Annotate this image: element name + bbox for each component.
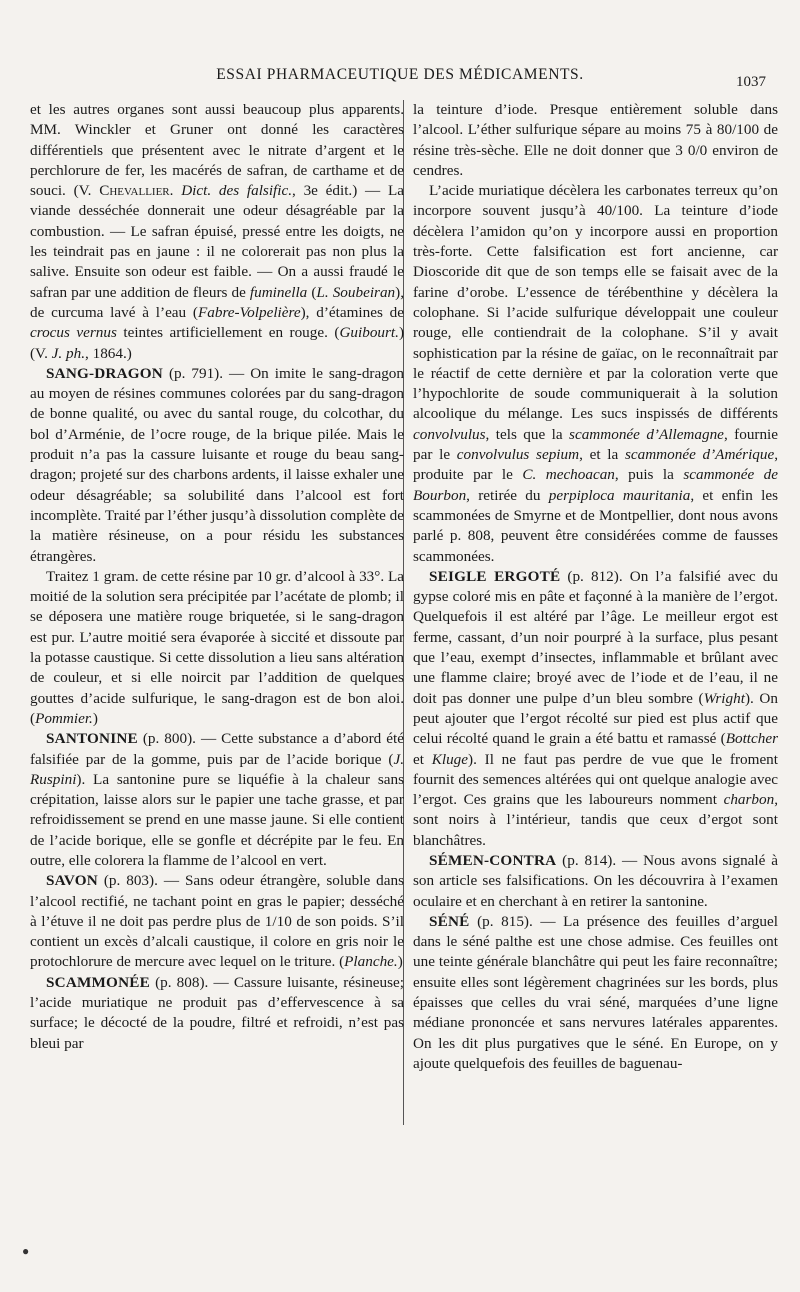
paragraph-safran-cont: et les autres organes sont aussi beaucoup plus apparents. MM. Winckler et Gruner ont donné les caractères différentiels que présentent avec le nitrate d’argent et le perchlorure de fer, les macérés de safran, de carthame et de souci. (V. Chevallier. Dict. des falsific., 3e édit.) — La viande desséchée donnerait une odeur désagréable par la combustion. — Le safran épuisé, pressé entre les doigts, ne les teindrait pas en jaune : il ne colorerait pas non plus la salive. Ensuite son odeur est faible. — On a aussi fraudé le safran par une addition de fleurs de fuminella (L. Soubeiran), de curcuma lavé à l’eau (Fabre-Volpelière), d’étamines de crocus vernus teintes artificiellement en rouge. (Guibourt.) (V. J. ph., 1864.) [30, 101, 404, 362]
entry-sene: SÉNÉ (p. 815). — La présence des feuilles d’arguel dans le séné palthe est une chose admise. Ces feuilles ont une teinte générale blanchâtre qui peut les faire reconnaître; ensuite elles sont légèrement chagrinées sur les bords, plus épaisses que celles du vrai séné, marquées d’une ligne médiane prononcée et sans nervures latérales apparentes. On les dit plus purgatives que le séné. En Europe, on y ajoute quelquefois des feuilles de baguenau- [413, 912, 778, 1072]
entry-semen-contra: SÉMEN-CONTRA (p. 814). — Nous avons signalé à son article ses falsifications. On les découvrira à l’examen oculaire et en cherchant à en retirer la santonine. [413, 851, 778, 910]
headword-savon: SAVON [46, 872, 98, 890]
entry-savon: SAVON (p. 803). — Sans odeur étrangère, soluble dans l’alcool rectifié, ne tachant point en gras le papier; desséché à l’étuve il ne doit pas perdre plus de 1/10 de son poids. S’il contient un excès d’alcali caustique, il colore en gris noir le protochlorure de mercure avec lequel on le triture. (Planche.) [30, 872, 404, 971]
ink-speck: ● [22, 1244, 30, 1258]
running-header: ESSAI PHARMACEUTIQUE DES MÉDICAMENTS. [216, 66, 584, 83]
headword-santonine: SANTONINE [46, 730, 138, 748]
paragraph-scammonee-cont: la teinture d’iode. Presque entièrement soluble dans l’alcool. L’éther sulfurique sépare au moins 75 à 80/100 de résine très-sèche. Elle ne doit donner que 3 0/0 environ de cendres. [413, 101, 778, 179]
right-column [413, 100, 778, 1074]
entry-seigle-ergote: SEIGLE ERGOTÉ (p. 812). On l’a falsifié avec du gypse coloré mis en pâte et façonné à la manière de l’ergot. Quelquefois il est altéré par l’âge. Le meilleur ergot est ferme, cassant, d’un noir pourpré à la surface, plus pesant que l’eau, exempt d’insectes, inflammable et brûlant avec une flamme claire; broyé avec de l’iode et de l’eau, il ne doit pas donner une pulpe d’un bleu sombre (Wright). On peut ajouter que l’ergot récolté sur pied est plus actif que celui récolté quand le grain a été battu et ramassé (Bottcher et Kluge). Il ne faut pas perdre de vue que le froment fournit des semences altérées qui ont quelque analogie avec l’ergot. Ces grains que les laboureurs nomment charbon, sont noirs à l’intérieur, tandis que ceux d’ergot sont blanchâtres. [413, 567, 778, 849]
paragraph-sang-dragon-test: Traitez 1 gram. de cette résine par 10 gr. d’alcool à 33°. La moitié de la solution sera précipitée par l’acétate de plomb; il se déposera une matière rouge briquetée, si le sang-dragon est pur. L’autre moitié sera évaporée à siccité et dissoute par la potasse caustique. Si cette dissolution a lieu sans altération de couleur, et si elle noircit par l’addition de quelques gouttes d’acide sulfurique, le sang-dragon est de bon aloi. (Pommier.) [30, 567, 404, 727]
headword-scammonee: SCAMMONÉE [46, 973, 150, 991]
entry-santonine: SANTONINE (p. 800). — Cette substance a d’abord été falsifiée par de la gomme, puis par de l’acide borique (J. Ruspini). La santonine pure se liquéfie à la chaleur sans crépitation, laisse alors sur le papier une tache grasse, et par refroidissement se prend en une masse jaune. Si elle contient de l’acide borique, elle se gonfle et décrépite par le feu. En outre, elle colorera la flamme de l’alcool en vert. [30, 730, 404, 869]
headword-seigle-ergote: SEIGLE ERGOTÉ [429, 567, 561, 585]
headword-semen-contra: SÉMEN-CONTRA [429, 851, 557, 869]
headword-sene: SÉNÉ [429, 912, 470, 930]
entry-scammonee: SCAMMONÉE (p. 808). — Cassure luisante, résineuse; l’acide muriatique ne produit pas d’effervescence à sa surface; le décocté de la poudre, filtré et refroidi, n’est pas bleui par [30, 973, 404, 1052]
entry-sang-dragon: SANG-DRAGON (p. 791). — On imite le sang-dragon au moyen de résines communes colorées par du sang-dragon de bonne qualité, ou avec du santal rouge, du colcothar, du bol d’Arménie, de l’ocre rouge, de la brique pilée. Mais le produit n’a pas la cassure luisante et rouge du beau sang-dragon; projeté sur des charbons ardents, il laisse exhaler une odeur désagréable; sa solubilité dans l’alcool est fort incomplète. Traité par l’éther jusqu’à dissolution complète de la matière résineuse, on a pour résidu les substances étrangères. [30, 364, 404, 565]
page-number: 1037 [736, 74, 766, 90]
paragraph-scammonee-tests: L’acide muriatique décèlera les carbonates terreux qu’on incorpore souvent jusqu’à 40/100. La teinture d’iode décèlera l’amidon qu’on y incorpore aussi en proportion très-forte. Cette falsification est fort ancienne, car Dioscoride dit que de son temps elle se faisait avec de la farine d’orobe. L’essence de térébenthine y décèlera la colophane. Si l’acide sulfurique développait une couleur rouge, elle contiendrait de la colophane. S’il y avait sophistication par la résine de gaïac, on le reconnaîtrait par le réactif de cette dernière et par la coloration verte que l’hypochlorite de soude communiquerait à la solution alcoolique du mélange. Les sucs inspissés de différents convolvulus, tels que la scammonée d’Allemagne, fournie par le convolvulus sepium, et la scammonée d’Amérique, produite par le C. mechoacan, puis la scammonée de Bourbon, retirée du perpiploca mauritania, et enfin les scammonées de Smyrne et de Montpellier, dont nous avons parlé p. 808, peuvent être considérées comme de fausses scammonées. [413, 182, 779, 565]
left-column [30, 100, 404, 1054]
headword-sang-dragon: SANG-DRAGON [46, 364, 163, 382]
